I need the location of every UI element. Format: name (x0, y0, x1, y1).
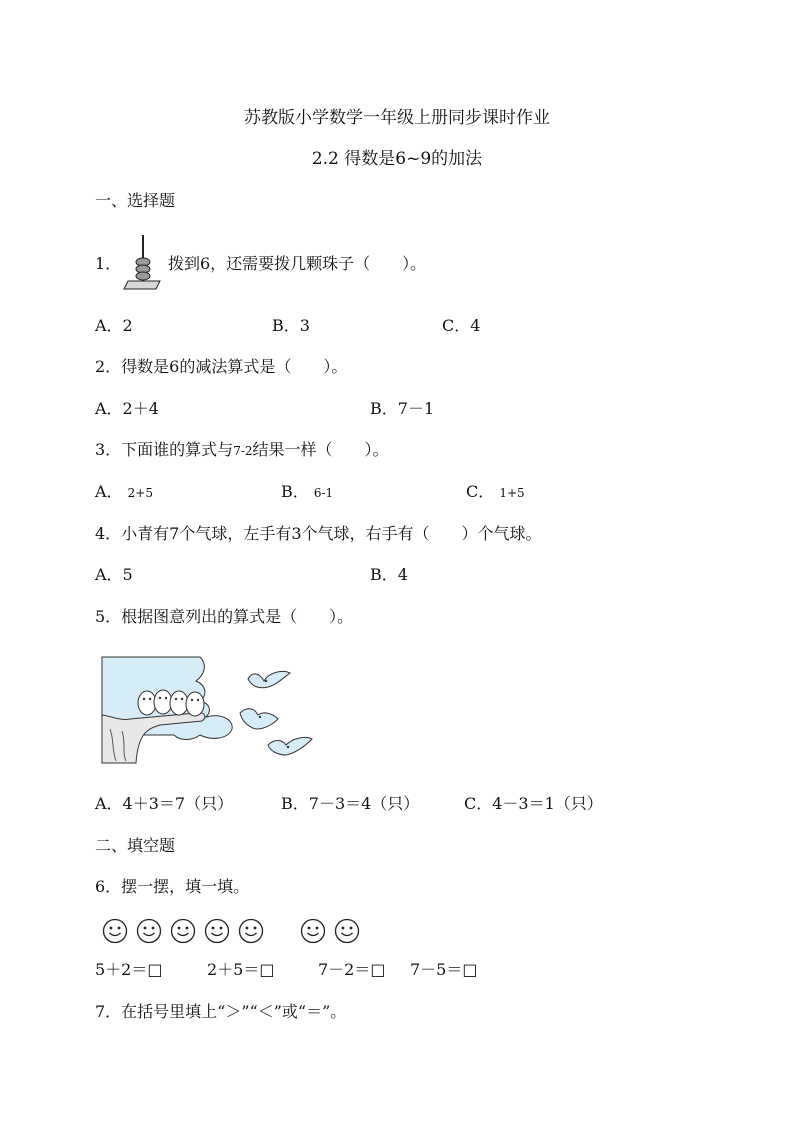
q3-text-after: 结果一样（ ）。 (252, 440, 389, 459)
q1-option-b: B．3 (272, 316, 310, 335)
section-fill: 二、填空题 (95, 836, 176, 855)
q4-option-a: A．5 (95, 565, 133, 584)
q5-option-a: A．4＋3＝7（只） (95, 794, 234, 813)
q3-expr: 7-2 (233, 444, 253, 458)
q2-option-b: B．7－1 (370, 399, 435, 418)
q2-option-a: A．2＋4 (95, 399, 159, 418)
q1-number: 1． (95, 254, 122, 273)
q6-equation-1: 5＋2＝□ (95, 960, 163, 979)
smiley-icon (238, 918, 264, 944)
page-subtitle: 2.2 得数是6~9的加法 (311, 149, 483, 169)
q6-equation-4: 7－5＝□ (410, 960, 478, 979)
q3-text (95, 439, 389, 462)
q3-option-b-label: B． (281, 482, 309, 501)
q3-option-c (466, 481, 525, 504)
smiley-icon (300, 918, 326, 944)
q6-text: 6．摆一摆，填一填。 (95, 877, 250, 896)
q4-option-b: B．4 (370, 565, 408, 584)
q5-text: 5．根据图意列出的算式是（ ）。 (95, 607, 354, 626)
q3-option-a-label: A． (95, 482, 123, 501)
page-title: 苏教版小学数学一年级上册同步课时作业 (244, 108, 550, 128)
q6-equation-2: 2＋5＝□ (207, 960, 275, 979)
q3-option-b-expr: 6-1 (313, 486, 334, 500)
q3-option-a (95, 481, 153, 504)
q3-option-a-expr: 2+5 (127, 486, 153, 500)
smiley-icon (136, 918, 162, 944)
smiley-icon (170, 918, 196, 944)
abacus-icon (120, 233, 166, 293)
q4-text: 4．小青有7个气球，左手有3个气球，右手有（ ）个气球。 (95, 524, 542, 543)
q6-equation-3: 7－2＝□ (318, 960, 386, 979)
section-choice: 一、选择题 (95, 191, 176, 210)
q5-option-c: C．4－3＝1（只） (464, 794, 603, 813)
q5-option-b: B．7－3＝4（只） (281, 794, 420, 813)
q3-option-c-expr: 1+5 (499, 486, 525, 500)
q3-option-c-label: C． (466, 482, 495, 501)
q2-text: 2．得数是6的减法算式是（ ）。 (95, 357, 348, 376)
q1-option-c: C．4 (442, 316, 481, 335)
q3-option-b (281, 481, 333, 504)
smiley-icon (102, 918, 128, 944)
tree-birds-illustration (100, 655, 315, 765)
q1-text: 拨到6，还需要拨几颗珠子（ ）。 (168, 254, 427, 273)
q3-text-before: 3．下面谁的算式与 (95, 440, 234, 459)
q1-option-a: A．2 (95, 316, 133, 335)
smiley-icon (204, 918, 230, 944)
smiley-icon (334, 918, 360, 944)
q7-text: 7．在括号里填上“＞”“＜”或“＝”。 (95, 1002, 347, 1021)
